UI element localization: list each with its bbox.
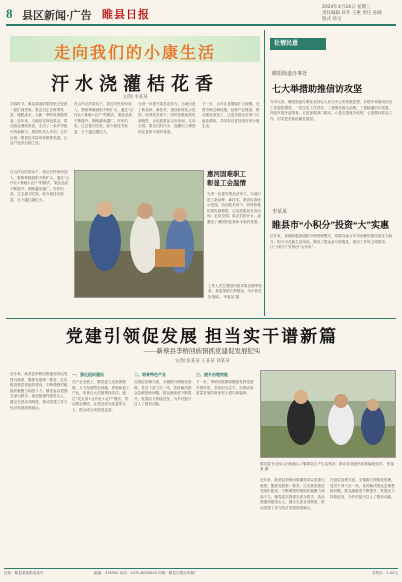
section-divider bbox=[6, 318, 396, 319]
footer-price: 零售价：1.00元 bbox=[372, 571, 398, 575]
feature-subhead-3: 三、提升治理效能 bbox=[196, 372, 228, 377]
article-title: 汗水浇灌桔花香 bbox=[51, 74, 219, 94]
meta-line: 2024年4月24日 星期三 bbox=[322, 5, 371, 10]
right-subhead-2: 李某某 bbox=[272, 209, 288, 215]
side-headline bbox=[207, 170, 263, 188]
page-number: 8 bbox=[6, 6, 13, 21]
column-tag: 社情民意 bbox=[270, 38, 326, 50]
right-headline-1: 七大举措助推信访攻坚 bbox=[272, 84, 363, 94]
section-banner bbox=[10, 36, 260, 62]
side-article-body: 为进一步提升果品竞争力，当地引进了新品种、新技术，建设标准化示范园，培训技术骨干。同时积极拓展电商销售，让优质果品走出田间、走向全国。果农们的汗水，浇灌出了满园的花香和丰收的希望。 bbox=[207, 192, 261, 224]
footer-contact: 邮编：476900 电话：0370-8000000 印刷：睢县日报社印刷厂 bbox=[94, 571, 198, 575]
feature-photo-caption: 镇党委书记深入田间地头了解群众生产生活情况，推动各项惠民政策落地见效。 张某某 摄 bbox=[260, 462, 395, 472]
right-body-2: 近年来，某地积极探索积分制管理模式，将群众参与乡村治理的情况量化为积分，积分可兑换生活用品，激发了群众参与积极性，推动了乡风文明建设，让“小积分”发挥出“大作用”。 bbox=[270, 234, 393, 250]
article-byline: 文/图 李某某 bbox=[122, 95, 148, 100]
issue-meta bbox=[322, 5, 392, 23]
side-headline-line: 惠河固难职工 bbox=[207, 171, 246, 178]
feature-byline: 文/图 张某某 王某某 刘某某 bbox=[174, 359, 230, 364]
article-column-1: 初春时节，睢县某地的果园里已经是一派忙碌景象。果农们正在修剪枝条、施肥浇水，为新一季的收成做准备。近年来，当地依托特色果业，带动群众增收致富，走出了一条乡村振兴的新路子。果园负责人介绍，合作社统一提供技术指导和销售渠道，让农户没有后顾之忧。 bbox=[10, 102, 68, 146]
right-headline-2: 睢县市“小积分”投资“大”实惠 bbox=[272, 220, 390, 230]
column-divider bbox=[264, 30, 265, 316]
meta-line: 版式 孙宝 bbox=[322, 17, 342, 22]
feature-column-4: 下一步，李桥回族镇将继续发挥党建引领作用，坚持担当实干，在推动高质量发展的新征程上谱写新篇章。 bbox=[196, 380, 254, 396]
page-header bbox=[6, 4, 396, 26]
feature-subhead-1: 一、强化组织建设 bbox=[72, 372, 104, 377]
masthead-logo: 睢县日报 bbox=[102, 9, 150, 21]
footer-address: 社址：睢县某某路某某号 bbox=[4, 571, 44, 575]
article-column-4: 下一步，合作社将继续扩大规模，完善冷链仓储设施，延伸产业链条，推动果品深加工，让更多群众在家门口就业增收，共同奔向更加美好的小康生活。 bbox=[202, 102, 260, 129]
feature-column-2: 在产业发展上，镇党委立足资源禀赋，大力发展特色种植、养殖和加工产业，培育壮大村级集体经济。通过“党支部+合作社+农户”模式，带动群众增收，让党员成为致富带头人、群众成为发展受益者。 bbox=[72, 380, 130, 412]
feature-photo bbox=[260, 370, 396, 458]
feature-subtitle: ——新蔡县李桥回族镇抓党建促发展纪实 bbox=[143, 348, 261, 355]
feature-column-6: 在基层治理方面，全镇推行网格化管理，党员干部下沉一线，及时解决群众急难愁盼问题，群众满意度不断提升，发展活力持续迸发，为乡村振兴注入了强劲动能。 bbox=[330, 478, 395, 499]
side-headline-line: 彰显工会温情 bbox=[207, 180, 246, 187]
right-body-1: 今年以来，睢阳街道办事处坚持以人民为中心的发展思想，多措并举推动信访工作提质增效。一是压实工作责任，二是强化源头治理，三是畅通信访渠道，四是开展矛盾排查，五是加强部门联动，六是完善督办机制，七是做好群众工作，切实把矛盾化解在基层。 bbox=[270, 100, 393, 121]
article-column-2: 在合作社的带动下，周边村民纷纷加入，果树种植面积不断扩大。通过“合作社+基地+农户”的模式，果品品质不断提升，销路越来越广。村民们说，过去靠天吃饭，如今靠技术致富，日子越过越红火。 bbox=[74, 102, 134, 134]
feature-column-3: 在基层治理方面，全镇推行网格化管理，党员干部下沉一线，及时解决群众急难愁盼问题，群众满意度不断提升，发展活力持续迸发，为乡村振兴注入了强劲动能。 bbox=[134, 380, 192, 407]
article-photo bbox=[74, 170, 204, 298]
feature-subhead-2: 二、培育特色产业 bbox=[134, 372, 166, 377]
feature-title: 党建引领促发展 担当实干谱新篇 bbox=[65, 327, 339, 346]
page-footer bbox=[4, 568, 398, 578]
article-column-3: 为进一步提升果品竞争力，当地引进了新品种、新技术，建设标准化示范园，培训技术骨干。同时积极拓展电商销售，让优质果品走出田间、走向全国。果农们的汗水，浇灌出了满园的花香和丰收的希望。 bbox=[138, 102, 196, 134]
right-subhead-1: 睢阳街道办事处 bbox=[272, 71, 308, 77]
feature-column-1: 近年来，新蔡县李桥回族镇坚持以党建为统领，聚焦发展第一要务，扎实推进基层党组织建设，不断增强村级组织凝聚力和战斗力。镇党委以建强支部为抓手，选优配强村级带头人，健全完善各项制度，推动党建工作与经济发展深度融合。 bbox=[10, 372, 68, 410]
meta-line: 责任编辑 孙冬 王惠 责任 孙晓 bbox=[322, 11, 382, 16]
article-column-1-cont: 在合作社的带动下，周边村民纷纷加入，果树种植面积不断扩大。通过“合作社+基地+农户”的模式，果品品质不断提升，销路越来越广。村民们说，过去靠天吃饭，如今靠技术致富，日子越过越红火。 bbox=[10, 170, 70, 202]
feature-column-5: 近年来，新蔡县李桥回族镇坚持以党建为统领，聚焦发展第一要务，扎实推进基层党组织建设，不断增强村级组织凝聚力和战斗力。镇党委以建强支部为抓手，选优配强村级带头人，健全完善各项制度，推动党建工作与经济发展深度融合。 bbox=[260, 478, 325, 510]
section-title: 县区新闻·广告 bbox=[22, 10, 92, 22]
photo-caption: 工作人员在果园内指导果农修剪枝条，查看果树长势情况，为丰收打好基础。 李某某 摄 bbox=[208, 284, 262, 299]
banner-title: 走向我们的小康生活 bbox=[53, 45, 216, 62]
